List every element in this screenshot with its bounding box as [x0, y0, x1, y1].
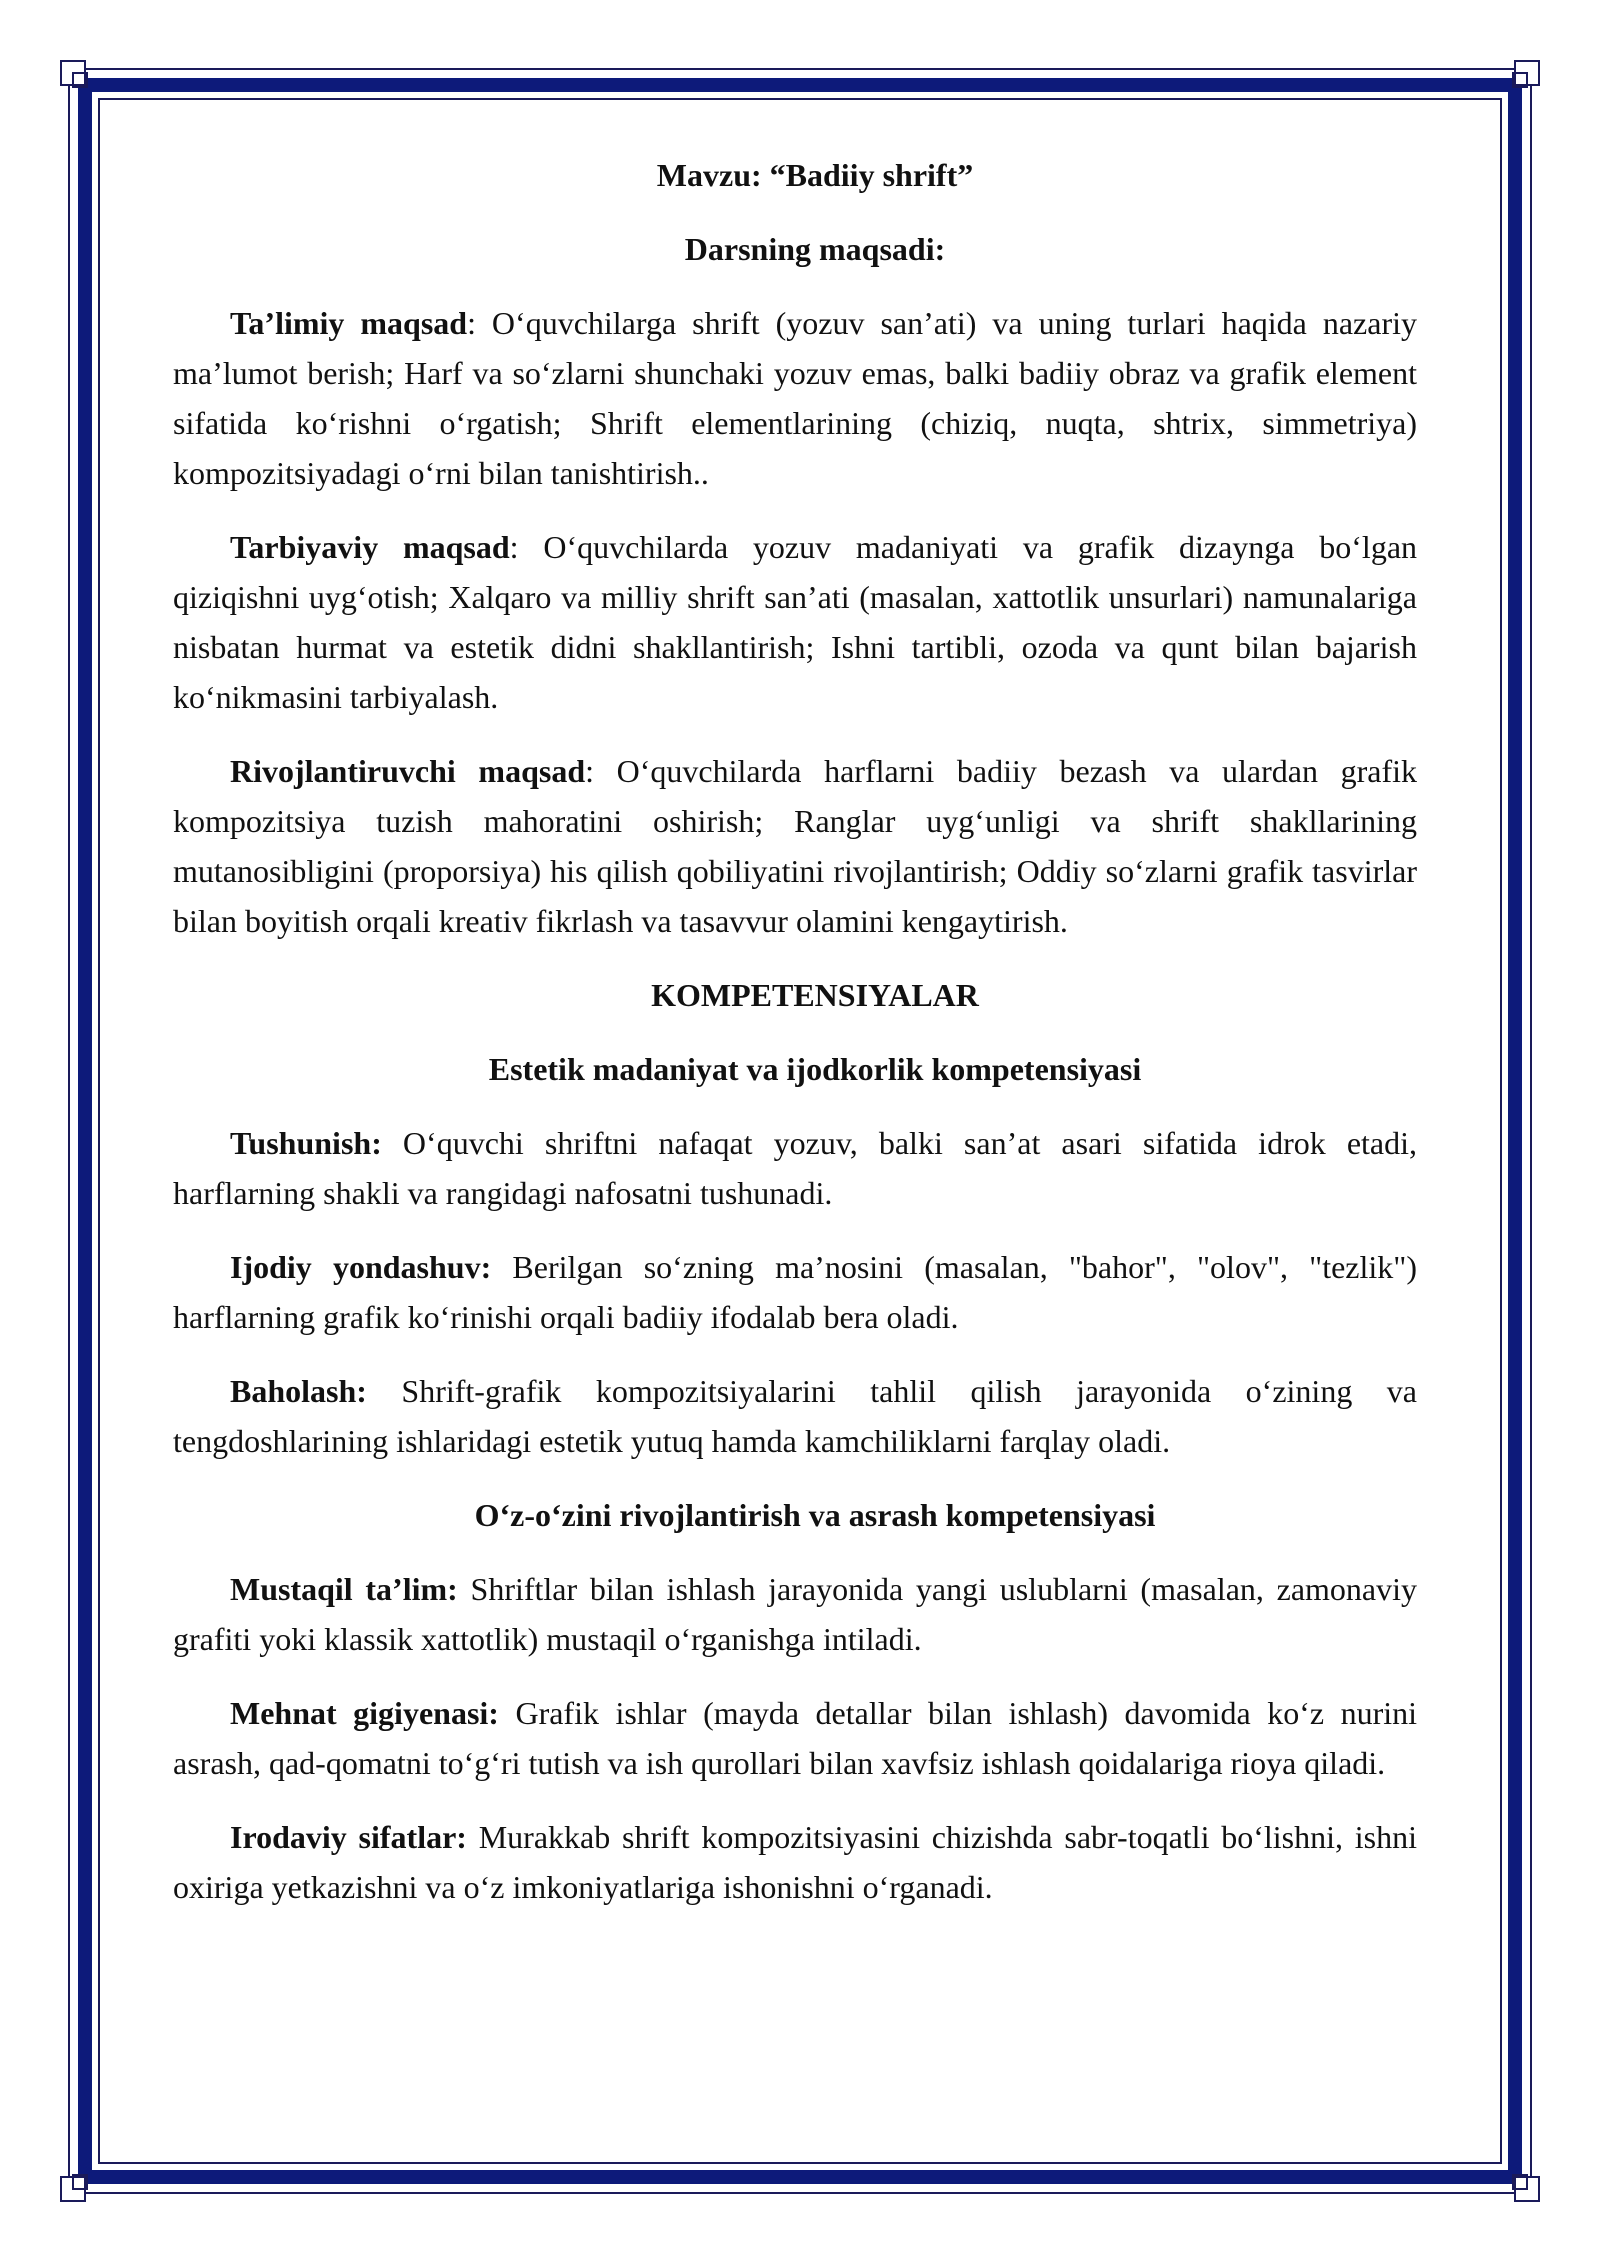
document-body [173, 150, 1417, 1936]
goals-heading: Darsning maqsadi: [684, 231, 946, 267]
section-heading-aesthetic: Estetik madaniyat va ijodkorlik kompetensiyasi [488, 1051, 1142, 1087]
competency-text: Berilgan so‘zning ma’nosini (masalan, "bahor", "olov", "tezlik") harflarning grafik ko‘rinishi orqali badiiy ifodalab bera oladi. [173, 1249, 1418, 1335]
goal-separator: : [585, 753, 617, 789]
border-corner-ornament [1500, 60, 1540, 100]
competency-term: Baholash: [230, 1373, 367, 1409]
competency-text: Shriftlar bilan ishlash jarayonida yangi uslublarni (masalan, zamonaviy grafiti yoki klassik xattotlik) mustaqil o‘rganishga intiladi. [173, 1571, 1418, 1657]
competency-term: Tushunish: [230, 1125, 382, 1161]
competency-term: Ijodiy yondashuv: [230, 1249, 492, 1285]
competency-text: Shrift-grafik kompozitsiyalarini tahlil qilish jarayonida o‘zining va tengdoshlarining ishlaridagi estetik yutuq hamda kamchiliklarni farqlay oladi. [173, 1373, 1417, 1459]
goal-term: Ta’limiy maqsad [230, 305, 468, 341]
competency-paragraph [173, 1366, 1417, 1466]
competency-term: Mehnat gigiyenasi: [230, 1695, 499, 1731]
goal-paragraph [173, 522, 1417, 722]
goal-term: Rivojlantiruvchi maqsad [230, 753, 586, 789]
competencies-heading: KOMPETENSIYALAR [651, 977, 979, 1013]
border-corner-ornament [1500, 2162, 1540, 2202]
competency-paragraph [173, 1564, 1417, 1664]
goal-separator: : [467, 305, 492, 341]
competency-paragraph [173, 1118, 1417, 1218]
goal-text: O‘quvchilarda yozuv madaniyati va grafik dizaynga bo‘lgan qiziqishni uyg‘otish; Xalqaro va milliy shrift san’ati (masalan, xattotlik unsurlari) namunalariga nisbatan hurmat va estetik didni shakllantirish; Ishni tartibli, ozoda va qunt bilan bajarish ko‘nikmasini tarbiyalash. [173, 529, 1418, 715]
goal-text: O‘quvchilarda harflarni badiiy bezash va ulardan grafik kompozitsiya tuzish mahoratini oshirish; Ranglar uyg‘unligi va shrift shakllarining mutanosibligini (proporsiya) his qilish qobiliyatini rivojlantirish; Oddiy so‘zlarni grafik tasvirlar bilan boyitish orqali kreativ fikrlash va tasavvur olamini kengaytirish. [173, 753, 1418, 939]
competency-text: O‘quvchi shriftni nafaqat yozuv, balki san’at asari sifatida idrok etadi, harflarning shakli va rangidagi nafosatni tushunadi. [173, 1125, 1417, 1211]
document-title: Mavzu: “Badiiy shrift” [656, 157, 974, 193]
goal-term: Tarbiyaviy maqsad [230, 529, 510, 565]
competency-paragraph [173, 1688, 1417, 1788]
competency-term: Mustaqil ta’lim: [230, 1571, 458, 1607]
competency-text: Grafik ishlar (mayda detallar bilan ishlash) davomida ko‘z nurini asrash, qad-qomatni to‘g‘ri tutish va ish qurollari bilan xavfsiz ishlash qoidalariga rioya qiladi. [173, 1695, 1418, 1781]
competency-paragraph [173, 1812, 1417, 1912]
section-heading-self-development: O‘z-o‘zini rivojlantirish va asrash kompetensiyasi [474, 1497, 1156, 1533]
competency-term: Irodaviy sifatlar: [230, 1819, 467, 1855]
competency-paragraph [173, 1242, 1417, 1342]
border-corner-ornament [60, 2162, 100, 2202]
goal-separator: : [509, 529, 544, 565]
border-corner-ornament [60, 60, 100, 100]
goal-paragraph [173, 298, 1417, 498]
competency-text: Murakkab shrift kompozitsiyasini chizishda sabr-toqatli bo‘lishni, ishni oxiriga yetkazishni va o‘z imkoniyatlariga ishonishni o‘rganadi. [173, 1819, 1418, 1905]
goal-text: O‘quvchilarga shrift (yozuv san’ati) va uning turlari haqida nazariy ma’lumot berish; Harf va so‘zlarni shunchaki yozuv emas, balki badiiy obraz va grafik element sifatida ko‘rishni o‘rgatish; Shrift elementlarining (chiziq, nuqta, shtrix, simmetriya) kompozitsiyadagi o‘rni bilan tanishtirish.. [173, 305, 1417, 491]
goal-paragraph [173, 746, 1417, 946]
